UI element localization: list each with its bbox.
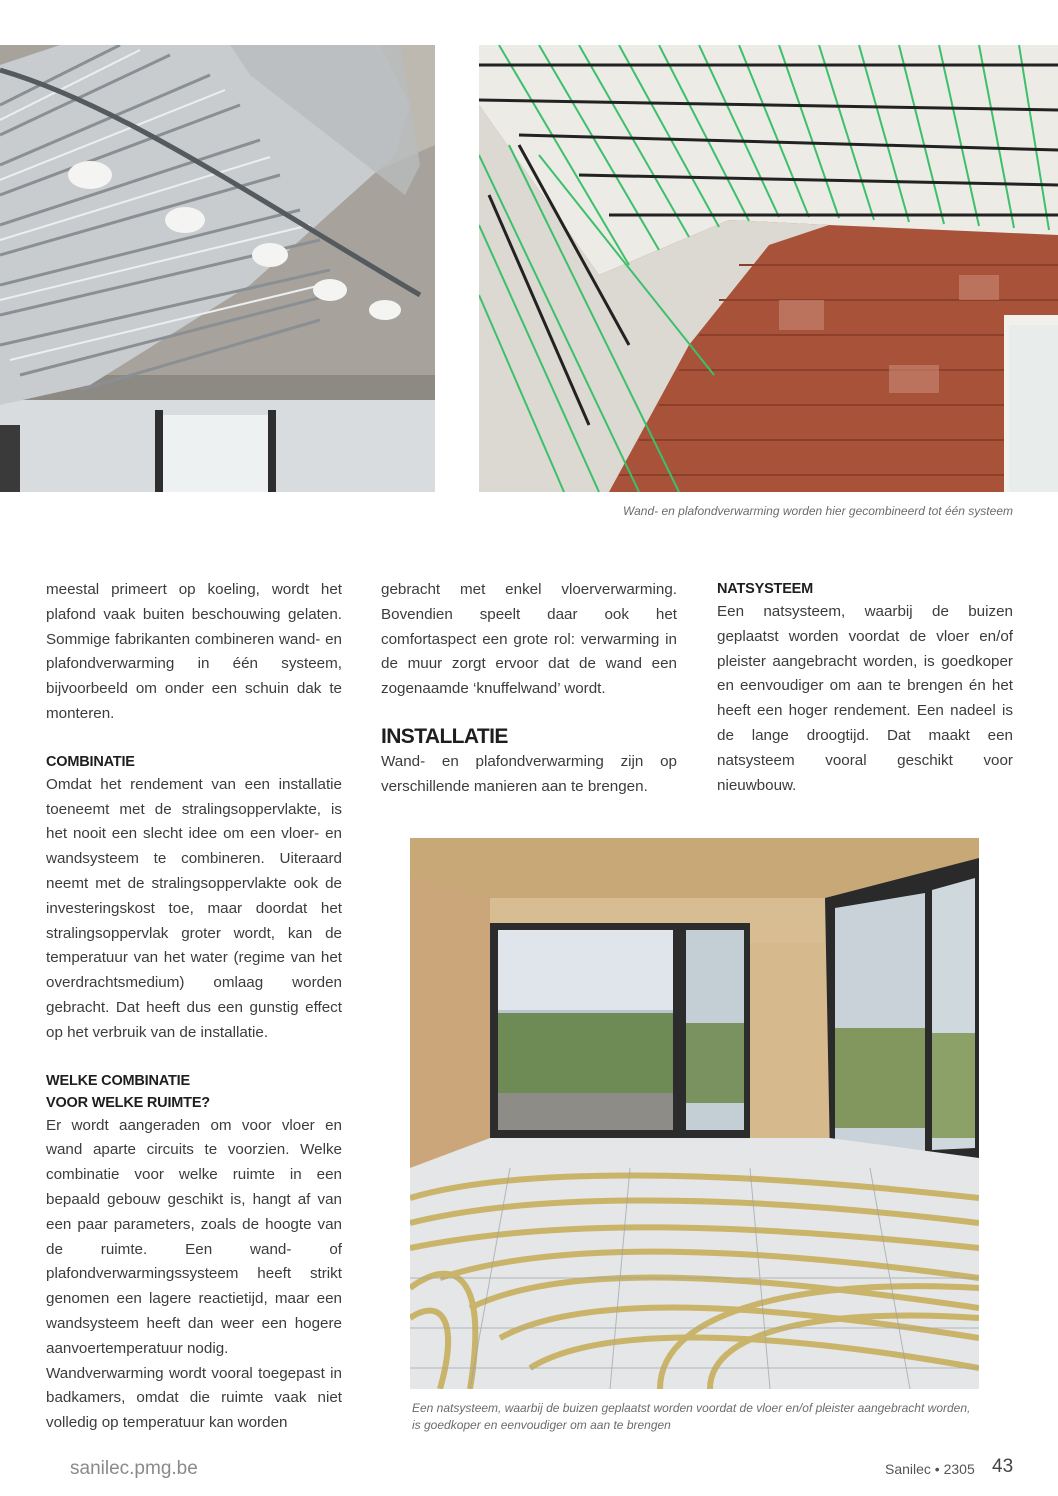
photo-caption-bottom: Een natsysteem, waarbij de buizen geplaatst worden voordat de vloer en/of pleister aangebracht worden, is goedkoper en eenvoudiger om aan te brengen [412,1401,971,1432]
heading-natsysteem: NATSYSTEEM [717,581,814,597]
article-column-3 [717,578,1013,798]
photo-underfloor-heating [410,838,979,1389]
photo-wall-ceiling-heating [479,45,1058,492]
heading-welke-combinatie: WELKE COMBINATIE [46,1072,190,1089]
article-column-1 [46,578,342,1436]
photo-caption-top: Wand- en plafondverwarming worden hier gecombineerd tot één systeem [623,504,1013,518]
article-column-2 [381,578,677,800]
heading-installatie: INSTALLATIE [381,724,508,748]
page-number: 43 [992,1456,1014,1477]
paragraph-welke-2: Wandverwarming wordt vooral toegepast in badkamers, omdat die ruimte vaak niet volledig op temperatuur kan worden [46,1364,342,1432]
paragraph-installatie: Wand- en plafondverwarming zijn op verschillende manieren aan te brengen. [381,752,677,795]
paragraph-continued: gebracht met enkel vloerverwarming. Bovendien speelt daar ook het comfortaspect een grote rol: verwarming in de muur zorgt ervoor dat de wand een zogenaamde ‘knuffelwand’ wordt. [381,581,677,698]
paragraph-combinatie: Omdat het rendement van een installatie toeneemt met de stralingsoppervlakte, is het nooit een slecht idee om een vloer- en wandsysteem te combineren. Uiteraard neemt met de stralingsoppervlakte ook de investeringskost toe, maar doordat het stralingsoppervlak groter wordt, kan de temperatuur van het water (regime van het overdrachtsmedium) omlaag worden gebracht. Dat heeft dus een gunstig effect op het verbruik van de installatie. [46,775,342,1041]
paragraph-natsysteem: Een natsysteem, waarbij de buizen geplaatst worden voordat de vloer en/of pleister aangebracht worden, is goedkoper en eenvoudiger om aan te brengen én het heeft een hoger rendement. Een nadeel is de lange droogtijd. Dat maakt een natsysteem vooral geschikt voor nieuwbouw. [717,603,1013,794]
photo-ceiling-heating [0,45,435,492]
paragraph-welke-1: Er wordt aangeraden om voor vloer en wand aparte circuits te voorzien. Welke combinatie voor welke ruimte in een bepaald gebouw geschikt is, hangt af van een paar parameters, zoals de hoogte van de ruimte. Een wand- of plafondverwarmingssysteem heeft strikt genomen een lagere reactietijd, maar een wandsysteem heeft dan weer een hogere aanvoertemperatuur nodig. [46,1116,342,1357]
heading-voor-welke-ruimte: VOOR WELKE RUIMTE? [46,1094,210,1111]
heading-combinatie: COMBINATIE [46,753,135,770]
footer-website-link[interactable]: sanilec.pmg.be [70,1458,198,1479]
footer-issue-label: Sanilec • 2305 [885,1461,975,1477]
paragraph-intro: meestal primeert op koeling, wordt het plafond vaak buiten beschouwing gelaten. Sommige fabrikanten combineren wand- en plafondverwarming in één systeem, bijvoorbeeld om onder een schuin dak te monteren. [46,581,342,722]
